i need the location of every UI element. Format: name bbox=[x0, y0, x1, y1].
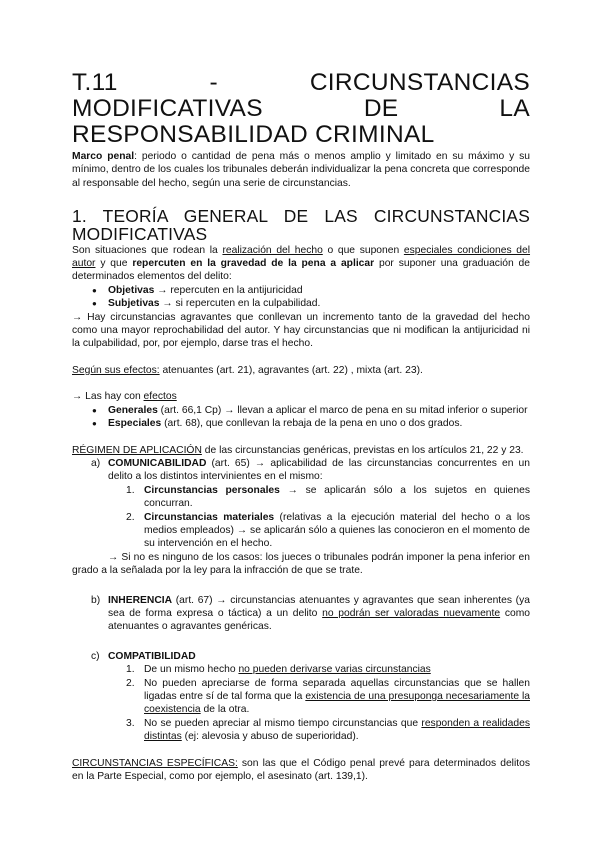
item-compatibilidad: c) COMPATIBILIDAD bbox=[91, 650, 196, 662]
section-1-heading: 1. TEORÍA GENERAL DE LAS CIRCUNSTANCIAS MODIFICATIVAS bbox=[72, 206, 530, 245]
comunicabilidad-note: → Si no es ninguno de los casos: los jueces o tribunales podrán imponer la pena inferior en grado a la señalada por la ley para la infracción de que se trate. bbox=[72, 551, 530, 577]
item-inherencia: b) INHERENCIA (art. 67) → circunstancias atenuantes y agravantes que sean inherentes (ya sea de forma expresa o táctica) a un delito no podrán ser valoradas nuevamente como atenuantes o agravantes genéricas. bbox=[91, 594, 530, 633]
item-marker: c) bbox=[91, 650, 100, 662]
list-item: ● Especiales (art. 68), que conllevan la rebaja de la pena en uno o dos grados. bbox=[108, 417, 530, 430]
definition-paragraph: Son situaciones que rodean la realización del hecho o que suponen especiales condiciones del autor y que repercuten en la gravedad de la pena a aplicar por suponer una graduación de determinados elementos del delito: bbox=[72, 244, 531, 283]
page-title: T.11 - CIRCUNSTANCIAS MODIFICATIVAS DE LA RESPONSABILIDAD CRIMINAL bbox=[72, 69, 530, 148]
list-item: 2. Circunstancias materiales (relativas a la ejecución material del hecho o a los medios empleados) → se aplicarán sólo a quienes las conocieron en el momento de su intervención en el hecho. bbox=[126, 511, 530, 550]
efectos-list bbox=[72, 404, 530, 431]
bold-repercuten: repercuten en la gravedad de la pena a aplicar bbox=[132, 258, 375, 270]
comunicabilidad-list bbox=[72, 484, 530, 551]
list-item: ● Subjetivas → si repercuten en la culpabilidad. bbox=[108, 297, 530, 310]
marco-penal-paragraph bbox=[72, 150, 530, 190]
section-1-body bbox=[72, 244, 530, 784]
efectos-line: Según sus efectos: atenuantes (art. 21), agravantes (art. 22) , mixta (art. 23). bbox=[72, 364, 423, 376]
objective-subjective-list bbox=[72, 284, 530, 311]
efectos-intro: → Las hay con efectos bbox=[72, 391, 177, 403]
regimen-paragraph: RÉGIMEN DE APLICACIÓN de las circunstancias genéricas, previstas en los artículos 21, 22 y 23. bbox=[72, 444, 524, 456]
item-marker: a) bbox=[91, 457, 101, 469]
marco-penal-text: : periodo o cantidad de pena más o menos amplio y limitado en su máximo y su mínimo, dentro de los cuales los tribunales deberán individualizar la pena concreta que corresponde al responsable del hecho, según una serie de circunstancias. bbox=[72, 151, 530, 189]
underline-condiciones: especiales condiciones del autor bbox=[72, 244, 531, 270]
marco-penal-label: Marco penal bbox=[72, 151, 135, 162]
list-item: 2. No pueden apreciarse de forma separada aquellas circunstancias que se hallen ligadas entre sí de tal forma que la existencia de una presuponga necesariamente la coexistencia de la otra. bbox=[126, 677, 530, 716]
item-comunicabilidad: a) COMUNICABILIDAD (art. 65) → aplicabilidad de las circunstancias concurrentes en un delito a los distintos intervinientes en el mismo: bbox=[91, 457, 530, 483]
agravantes-paragraph: → Hay circunstancias agravantes que conllevan un incremento tanto de la gravedad del hecho como una mayor reprochabilidad del autor. Y hay circunstancias que ni modifican la antijuricidad ni la culpabilidad, por, por ejemplo, darse tras el hecho. bbox=[72, 311, 530, 350]
especificas-paragraph: CIRCUNSTANCIAS ESPECÍFICAS: son las que el Código penal prevé para determinados delitos en la Parte Especial, como por ejemplo, el asesinato (art. 139,1). bbox=[72, 757, 530, 783]
compatibilidad-list bbox=[72, 663, 530, 743]
underline-realizacion: realización del hecho bbox=[222, 244, 323, 256]
list-item: ● Generales (art. 66,1 Cp) → llevan a aplicar el marco de pena en su mitad inferior o superior bbox=[108, 404, 530, 417]
list-item: 1. Circunstancias personales → se aplicarán sólo a los sujetos en quienes concurran. bbox=[126, 484, 530, 510]
item-marker: b) bbox=[91, 594, 101, 606]
list-item: 1. De un mismo hecho no pueden derivarse varias circunstancias bbox=[126, 664, 431, 676]
list-item: ● Objetivas → repercuten en la antijuricidad bbox=[108, 284, 530, 297]
list-item: 3. No se pueden apreciar al mismo tiempo circunstancias que responden a realidades distintas (ej: alevosia y abuso de superioridad). bbox=[126, 717, 530, 743]
